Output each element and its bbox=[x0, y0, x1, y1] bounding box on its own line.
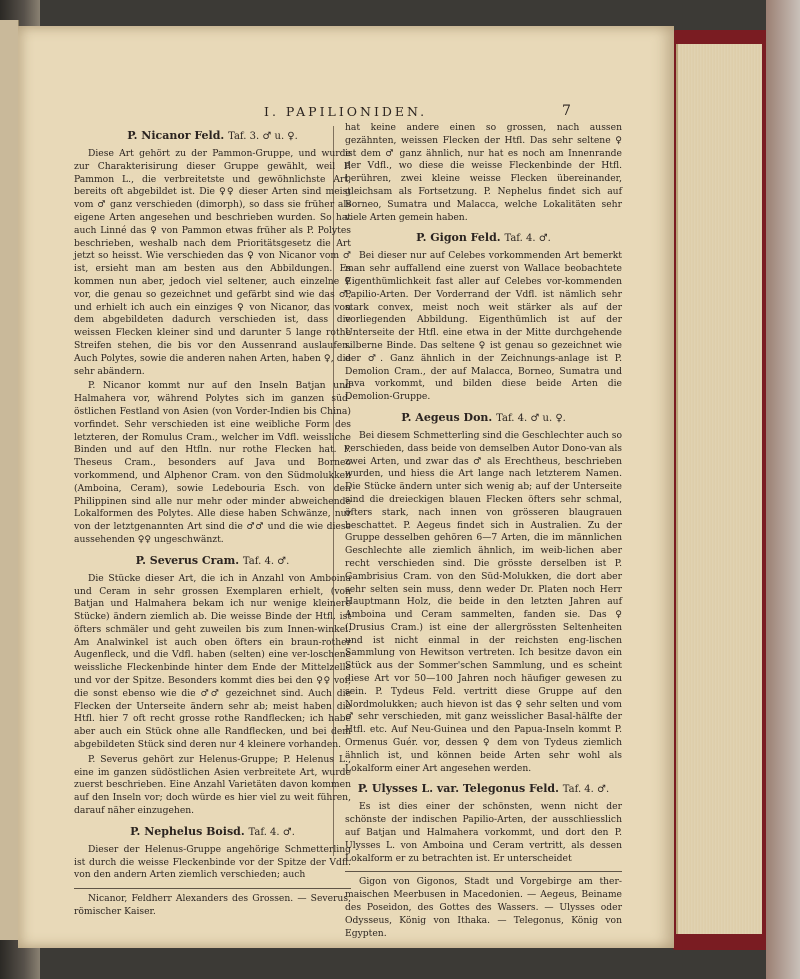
section-heading bbox=[345, 230, 622, 246]
plate-reference: Taf. 4. ♂ u. ♀. bbox=[496, 412, 566, 424]
footnote: Gigon von Gigonos, Stadt und Vorgebirge am ther-maischen Meerbusen in Macedonien. — Aegeus, Beiname des Poseidon, des Gottes des Wassers. — Ulysses oder Odysseus, König von Ithaka. — Telegonus, König von Egypten. bbox=[345, 876, 622, 939]
right-column bbox=[345, 122, 622, 942]
species-name: P. Nephelus Boisd. bbox=[130, 824, 245, 838]
footnote-rule bbox=[74, 888, 351, 889]
paragraph: P. Severus gehört zur Helenus-Gruppe; P. Helenus L., eine im ganzen südöstlichen Asien verbreitete Art, wurde zuerst beschrieben. Eine Anzahl Varietäten davon kommen auf den Inseln vor; doch würde es hier viel zu weit führen, darauf näher einzugehen. bbox=[74, 753, 351, 817]
background-right bbox=[766, 0, 800, 979]
page-stack-edges bbox=[676, 44, 762, 934]
plate-reference: Taf. 3. ♂ u. ♀. bbox=[228, 131, 298, 142]
paragraph: Es ist dies einer der schönsten, wenn nicht der schönste der indischen Papilio-Arten, der ausschliesslich auf Batjan und Halmahera vorkommt, und dort den P. Ulysses L. von Amboina und Ceram vertritt, als dessen Lokalform er zu betrachten ist. Er unterscheidet bbox=[345, 801, 622, 864]
running-head-title: I. PAPILIONIDEN. bbox=[264, 104, 428, 119]
species-name: P. Gigon Feld. bbox=[416, 231, 501, 245]
section-heading bbox=[74, 824, 351, 840]
plate-reference: Taf. 4. ♂. bbox=[242, 555, 290, 567]
page-number: 7 bbox=[562, 103, 571, 119]
section-heading bbox=[345, 410, 622, 426]
footnote: Nicanor, Feldherr Alexanders des Grossen. — Severus, römischer Kaiser. bbox=[74, 893, 351, 918]
previous-page-edge bbox=[0, 20, 19, 940]
species-name: P. Ulysses L. var. Telegonus Feld. bbox=[357, 782, 559, 796]
species-name: P. Severus Cram. bbox=[135, 553, 240, 567]
plate-reference: Taf. 4. ♂. bbox=[504, 233, 551, 245]
paragraph: hat keine andere einen so grossen, nach aussen gezähnten, weissen Flecken der Htfl. Das sehr seltene ♀ ist dem ♂ ganz ähnlich, nur hat es noch am Innenrande der Vdfl., wo diese die weisse Fleckenbinde der Htfl. berühren, zwei kleine weisse Flecken übereinander, gleichsam als Fortsetzung. P. Nephelus findet sich auf Borneo, Sumatra und Malacca, welche Lokalitäten sehr viele Arten gemein haben. bbox=[345, 122, 622, 223]
paragraph: Diese Art gehört zu der Pammon-Gruppe, und wurde zur Charakterisirung dieser Gruppe gewählt, weil P. Pammon L., die verbreitetste und gewöhnlichste Art, bereits oft abgebildet ist. Die ♀♀ dieser Arten sind meist vom ♂ ganz verschieden (dimorph), so dass sie früher als eigene Arten angesehen und beschrieben wurden. So hat auch Linné das ♀ von Pammon etwas früher als P. Polytes beschrieben, weshalb nach dem Prioritätsgesetz die Art jetzt so heisst. Wie verschieden das ♀ von Nicanor vom ♂ ist, ersieht man am besten aus den Abbildungen. Es kommen nun aber, jedoch viel seltener, auch einzelne ♀ vor, die genau so gezeichnet und gefärbt sind wie das ♂, und erhielt ich auch ein einziges ♀ von Nicanor, das von dem abgebildeten dadurch verschieden ist, dass die weissen Flecken kleiner sind und darunter 5 lange rothe Streifen stehen, die bis vor den Aussenrand auslaufen. Auch Polytes, sowie die anderen nahen Arten, haben ♀, die sehr abändern. bbox=[74, 148, 351, 377]
book-page bbox=[18, 26, 674, 948]
paragraph: Dieser der Helenus-Gruppe angehörige Schmetterling ist durch die weisse Fleckenbinde vor der Spitze der Vdfl. von den andern Arten ziemlich verschieden; auch bbox=[74, 843, 351, 881]
species-name: P. Nicanor Feld. bbox=[127, 129, 225, 142]
paragraph: Bei dieser nur auf Celebes vorkommenden Art bemerkt man sehr auffallend eine zuerst von Wallace beobachtete Eigenthümlichkeit fast aller auf Celebes vor-kommenden Papilio-Arten. Der Vorderrand der Vdfl. ist nämlich sehr stark convex, meist noch weit stärker als auf der vorliegenden Abbildung. Eigenthümlich ist auf der Unterseite der Htfl. eine etwa in der Mitte durchgehende silberne Binde. Das seltene ♀ ist genau so gezeichnet wie der ♂. Ganz ähnlich in der Zeichnungs-anlage ist P. Demolion Cram., der auf Malacca, Borneo, Sumatra und Java vorkommt, und bilden diese beide Arten die Demolion-Gruppe. bbox=[345, 250, 622, 403]
paragraph: Die Stücke dieser Art, die ich in Anzahl von Amboina und Ceram in sehr grossen Exemplaren erhielt, (von Batjan und Halmahera bekam ich nur wenige kleinere Stücke) ändern ziemlich ab. Die weisse Binde der Htfl. ist öfters schmäler und geht zuweilen bis zum Innen-winkel. Am Analwinkel ist auch oben öfters ein braun-rother Augenfleck, und die Vdfl. haben (selten) eine ver-loschene weissliche Fleckenbinde hinter dem Ende der Mittelzelle und vor der Spitze. Besonders kommt dies bei den ♀♀ vor, die sonst ebenso wie die ♂♂ gezeichnet sind. Auch die Flecken der Unterseite ändern sehr ab; meist haben die Htfl. hier 7 oft recht grosse rothe Randflecken; ich habe aber auch ein Stück ohne alle Randflecken, und bei dem abgebildeten Stück sind deren nur 4 kleinere vorhanden. bbox=[74, 572, 351, 751]
species-name: P. Aegeus Don. bbox=[401, 410, 493, 424]
paragraph: P. Nicanor kommt nur auf den Inseln Batjan und Halmahera vor, während Polytes sich im ganzen süd-östlichen Festland von Asien (von Vorder-Indien bis China) vorfindet. Sehr verschieden ist eine weibliche Form des letzteren, der Romulus Cram., welcher im Vdfl. weissliche Binden und auf den Htfln. nur rothe Flecken hat. P. Theseus Cram., besonders auf Java und Borneo vorkommend, und Alphenor Cram. von den Südmolukken (Amboina, Ceram), sowie Ledebouria Esch. von den Philippinen sind alle nur mehr oder minder abweichende Lokalformen des Polytes. Alle diese haben Schwänze, nur von der letztgenannten Art sind die ♂♂ und die wie diese aussehenden ♀♀ ungeschwänzt. bbox=[74, 380, 351, 545]
footnote-rule bbox=[345, 871, 622, 872]
section-heading bbox=[74, 553, 351, 569]
left-column bbox=[74, 122, 351, 921]
running-head bbox=[18, 104, 674, 122]
plate-reference: Taf. 4. ♂. bbox=[248, 826, 295, 838]
plate-reference: Taf. 4. ♂. bbox=[562, 784, 610, 796]
section-heading bbox=[74, 128, 351, 144]
paragraph: Bei diesem Schmetterling sind die Geschlechter auch so verschieden, dass beide von demselben Autor Dono-van als zwei Arten, und zwar das ♂ als Erechtheus, beschrieben wurden, und hiess die Art lange nach letzterem Namen. Die Stücke ändern unter sich wenig ab; auf der Unterseite sind die dreieckigen blauen Flecken öfters sehr schmal, öfters stark, nach innen von grösseren blaugrauen beschattet. P. Aegeus findet sich in Australien. Zu der Gruppe desselben gehören 6—7 Arten, die im männlichen Geschlechte alle ziemlich ähnlich, im weib-lichen aber recht verschieden sind. Die grösste derselben ist P. Gambrisius Cram. von den Süd-Molukken, die dort aber sehr selten sein muss, denn weder Dr. Platen noch Herr Hauptmann Holz, die beide in den letzten Jahren auf Amboina und Ceram sammelten, fanden sie. Das ♀ (Drusius Cram.) ist eine der allergrössten Seltenheiten und ist nicht einmal in der reichsten eng-lischen Sammlung von Hewitson vertreten. Ich besitze davon ein Stück aus der Sommer'schen Sammlung, und es scheint diese Art vor 50—100 Jahren noch häufiger gewesen zu sein. P. Tydeus Feld. vertritt diese Gruppe auf den Nordmolukken; auch hievon ist das ♀ sehr selten und vom ♂ sehr verschieden, mit ganz weisslicher Basal-hälfte der Htfl. etc. Auf Neu-Guinea und den Papua-Inseln kommt P. Ormenus Guér. vor, dessen ♀ dem von Tydeus ziemlich ähnlich ist, und können beide Arten sehr wohl als Lokalform einer Art angesehen werden. bbox=[345, 429, 623, 774]
section-heading bbox=[345, 781, 622, 797]
